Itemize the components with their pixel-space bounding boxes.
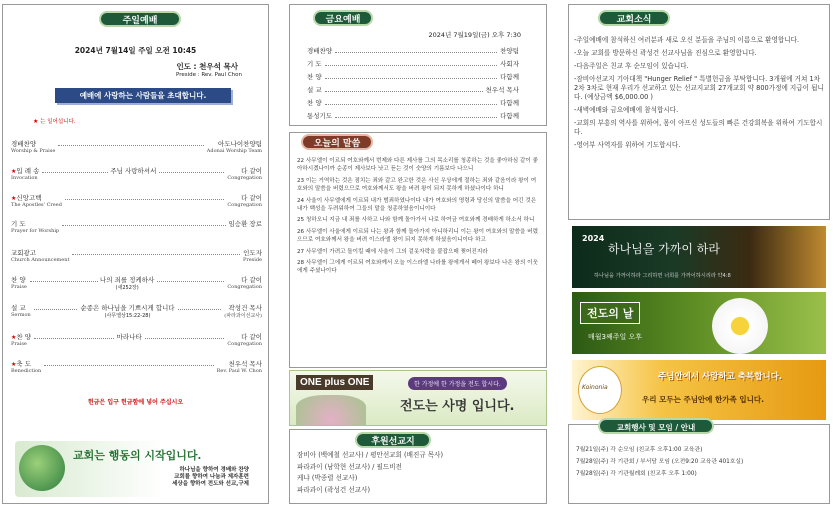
order-item-middle <box>42 166 224 173</box>
order-item-leader-en: Adonai Worship Team <box>206 148 262 154</box>
order-item-leader-en: Congregation <box>227 175 262 181</box>
sunday-worship-column <box>2 4 269 504</box>
friday-item-title: 설 교 <box>307 86 322 94</box>
news-item: -다음주일은 친교 후 순모임이 있습니다. <box>574 62 689 70</box>
event-item: 7월28일(주) 각 기관월례회 (친교후 오후 1:00) <box>576 471 697 477</box>
order-row <box>11 166 262 181</box>
friday-item-leader: 다함께 <box>500 73 519 81</box>
order-item-middle <box>34 303 222 319</box>
order-item-title: 신앙고백 <box>16 194 42 202</box>
order-row <box>11 248 262 263</box>
friday-item-leader: 천우석 목사 <box>485 86 519 94</box>
news-item: -새벽예배와 금요예배에 참석합시다. <box>574 106 679 114</box>
order-item-leader: 다 같이 <box>241 167 262 175</box>
presider: 인도 : 천우석 목사 <box>176 62 238 71</box>
friday-item-leader: 다함께 <box>500 112 519 120</box>
koinonia-line2: 우리 모두는 주님안에 한가족 입니다. <box>642 395 764 404</box>
order-item-title: 축 도 <box>16 360 32 368</box>
verse: 22 사무엘이 이르되 여호와께서 번제와 다른 제사를 그의 목소리를 청종하는 것을 좋아하심 같이 좋아하시겠나이까 순종이 제사보다 낫고 듣는 것이 숫양의 기름보다 나으니 <box>297 158 538 173</box>
order-item-title: 경배찬양 <box>11 140 37 148</box>
friday-worship-header: 금요예배 <box>313 10 373 26</box>
order-item-leader-en: Congregation <box>227 341 262 347</box>
banner-line: 교회를 향하여 나눔과 제자훈련 <box>174 474 249 480</box>
order-item-en: Benediction <box>11 368 42 374</box>
dotted-leader <box>325 98 498 105</box>
friday-item-title: 찬 양 <box>307 99 322 107</box>
banner-line: 세상을 향하여 전도와 선교,구제 <box>172 481 249 487</box>
news-item: -오늘 교회를 방문하신 곽성건 선교사님을 진심으로 환영합니다. <box>574 49 757 57</box>
star-icon: ★ <box>11 361 17 368</box>
friday-item-title: 찬 양 <box>307 73 322 81</box>
order-item-middle <box>62 219 225 226</box>
friday-item-title: 통성기도 <box>307 112 333 120</box>
news-item: -교회의 부흥의 역사를 위하여, 몸이 아프신 성도들의 빠른 건강회복을 위하여 기도합시다. <box>574 119 823 136</box>
draw-near-banner <box>572 226 826 288</box>
mission-item: 파라과이 (남학현 선교사) / 필드비전 <box>297 462 402 471</box>
star-icon: ★ <box>11 168 17 175</box>
news-list <box>574 36 824 154</box>
order-item-leader-en: Preside <box>242 257 262 263</box>
order-item-title: 교회광고 <box>11 249 37 257</box>
order-item-hymn: 주님 사랑하셔서 <box>110 167 157 175</box>
event-item: 7월28일(주) 각 기관회 / 부서담 모임 (오전9:20 교육관 401호실) <box>576 459 744 465</box>
star-icon: ★ <box>11 195 17 202</box>
order-item-middle <box>30 275 225 291</box>
dotted-leader <box>335 46 497 53</box>
scripture-passage <box>297 157 541 279</box>
one-plus-one-banner <box>289 370 547 426</box>
word-header: 오늘의 말씀 <box>301 134 373 150</box>
order-item-leader: 아도나이찬양팀 <box>218 140 262 148</box>
church-news-column <box>568 4 830 504</box>
order-row <box>11 275 262 290</box>
order-item-middle <box>44 359 213 366</box>
order-item-title: 찬 양 <box>11 276 26 284</box>
events-list <box>576 444 743 480</box>
order-row <box>11 193 262 208</box>
news-item: -영어부 사역자를 위하여 기도합시다. <box>574 141 681 149</box>
order-item-en: Sermon <box>11 312 31 318</box>
order-item-middle <box>65 193 224 200</box>
verse: 28 사무엘이 그에게 이르되 여호와께서 오늘 이스라엘 나라를 왕에게서 떼어 왕보다 나은 왕의 이웃에게 주셨나이다 <box>297 260 538 275</box>
friday-row <box>307 111 519 120</box>
order-item-middle <box>34 332 224 339</box>
dotted-leader <box>325 85 483 92</box>
banner-line: 하나님을 향하여 경배와 찬양 <box>179 467 249 473</box>
verse: 23 이는 거역하는 것은 점치는 죄와 같고 완고한 것은 사신 우상에게 절하는 죄와 같음이라 왕이 여호와의 말씀을 버렸으므로 여호와께서도 왕을 버려 왕이 되지 못하게 하셨나이다 하니 <box>297 177 537 193</box>
order-item-en: Praise <box>11 284 27 290</box>
friday-date: 2024년 7월19일(금) 오후 7:30 <box>428 31 521 39</box>
order-item-en: The Apostles' Creed <box>11 202 62 208</box>
offering-note: 헌금은 입구 헌금함에 넣어 주십시오 <box>87 399 184 406</box>
one-plus-one-main: 전도는 사명 입니다. <box>400 399 515 414</box>
sunday-date: 2024년 7월14일 주일 오전 10:45 <box>74 46 197 55</box>
news-item: -주일예배에 참석하신 여러분과 새로 오신 분들을 주님의 이름으로 환영합니다. <box>574 36 800 44</box>
evangelism-day-banner <box>572 292 826 354</box>
order-item-en: Church Announcement <box>11 257 70 263</box>
speech-bubble: 한 가정에 한 가정을 전도 합시다. <box>408 377 507 390</box>
events-header: 교회행사 및 모임 / 안내 <box>598 418 714 434</box>
sunday-worship-header: 주일예배 <box>99 11 181 27</box>
order-item-en: Worship & Praise <box>11 148 56 154</box>
verse: 24 사울이 사무엘에게 이르되 내가 범죄하였나이다 내가 여호와의 명령과 당신의 말씀을 어긴 것은 내가 백성을 두려워하여 그들의 말을 청종하였음이니이다 <box>297 197 537 213</box>
mission-item: 케냐 (박종렬 선교사) <box>297 474 358 482</box>
dotted-leader <box>335 111 497 118</box>
order-row <box>11 219 262 234</box>
mission-item: 잠비아 (백예철 선교사) / 평안선교회 (배진규 목사) <box>297 451 444 459</box>
order-item-leader: 천우석 목사 <box>228 360 262 368</box>
mission-item: 파라과이 (곽성건 선교사) <box>297 485 371 494</box>
order-item-leader: 임승환 장로 <box>228 220 262 228</box>
mission-list <box>297 450 443 496</box>
banner-title: 하나님을 가까이 하라 <box>608 242 720 256</box>
order-item-leader: 다 같이 <box>241 194 262 202</box>
evangelism-title: 전도의 날 <box>580 302 640 324</box>
friday-item-leader: 다함께 <box>500 99 519 107</box>
friday-row <box>307 46 519 55</box>
dotted-leader <box>325 72 498 79</box>
banner-year: 2024 <box>582 234 605 243</box>
order-item-hymn: 나의 죄를 정케하사 <box>99 276 155 284</box>
stand-note: ★ 는 일어섭니다. <box>33 118 76 125</box>
presider-en: Preside : Rev. Paul Chon <box>175 72 242 78</box>
order-item-hymn: 마라나타 <box>116 333 142 341</box>
order-item-title: 입 례 송 <box>16 167 40 175</box>
friday-row <box>307 72 519 81</box>
koinonia-line1: 주님안에서 사랑하고 축복합니다. <box>658 372 783 382</box>
friday-item-leader: 찬양팀 <box>500 47 519 55</box>
order-item-middle <box>72 248 239 255</box>
friday-row <box>307 98 519 107</box>
order-item-leader: 곽성건 목사 <box>228 304 262 312</box>
order-item-leader-en: Congregation <box>227 202 262 208</box>
star-icon: ★ <box>33 118 39 125</box>
star-icon: ★ <box>11 334 17 341</box>
friday-row <box>307 85 519 94</box>
verse: 25 청하오니 지금 내 죄를 사하고 나와 함께 돌아가서 나로 하여금 여호와께 경배하게 하소서 하니 <box>297 217 535 224</box>
koinonia-brand: Koinonia <box>582 384 608 391</box>
friday-item-title: 기 도 <box>307 60 322 68</box>
order-item-en: Invocation <box>11 175 38 181</box>
order-item-en: Praise <box>11 341 27 347</box>
flowers-icon <box>296 395 366 425</box>
daisy-icon <box>712 298 768 354</box>
news-item: -잠비아선교지 기아대책 "Hunger Relief " 특별헌금을 부탁합니다. 3개월에 거쳐 1차 2차 3차로 현재 우리가 선교하고 있는 선교지교회 27개교회 약 800가정에 지급이 됩니다. (예상금액 $6,000.00 ) <box>574 75 824 101</box>
news-header: 교회소식 <box>598 10 670 26</box>
order-item-ref: (새252장) <box>115 285 139 291</box>
verse: 27 사무엘이 가려고 돌이킬 때에 사울이 그의 겉옷자락을 붙잡으매 찢어진지라 <box>297 248 488 255</box>
order-item-hymn: 순종은 하나님을 기쁘시게 합니다 <box>80 304 175 312</box>
dotted-leader <box>325 59 498 66</box>
order-item-leader-en: (파라과이선교사) <box>224 313 262 319</box>
order-item-title: 설 교 <box>11 304 26 312</box>
order-item-en: Prayer for Worship <box>11 228 60 234</box>
order-item-title: 기 도 <box>11 220 26 228</box>
friday-worship-column <box>289 4 547 504</box>
order-row <box>11 359 262 374</box>
event-item: 7월21일(주) 각 순모임 (친교후 오후1:00 교육관) <box>576 447 703 453</box>
welcome-banner: 예배에 사랑하는 사람들을 초대합니다. <box>55 88 231 103</box>
order-row <box>11 303 262 319</box>
globe-icon <box>19 445 65 491</box>
banner-sub: 하나님을 가까이하라 그리하면 너희를 가까이하시리라 약4:8 <box>594 273 731 279</box>
order-row <box>11 332 262 347</box>
bottom-banner <box>15 441 261 497</box>
order-item-leader: 다 같이 <box>241 276 262 284</box>
order-item-ref: (사무엘상15:22-28) <box>104 313 151 319</box>
friday-item-title: 경배찬양 <box>307 47 333 55</box>
order-row <box>11 139 262 154</box>
verse: 26 사무엘이 사울에게 이르되 나는 왕과 함께 돌아가지 아니하리니 이는 왕이 여호와의 말씀을 버렸으므로 여호와께서 왕을 버려 이스라엘 왕이 되지 못하게 하셨음이니이다 하고 <box>297 228 538 244</box>
koinonia-banner <box>572 360 826 420</box>
friday-row <box>307 59 519 68</box>
one-plus-one-logo: ONE plus ONE <box>296 375 373 390</box>
friday-item-leader: 사회자 <box>500 60 519 68</box>
evangelism-sub: 매월3째주일 오후 <box>588 333 643 341</box>
order-item-middle <box>58 139 204 146</box>
order-item-title: 찬 양 <box>16 333 32 341</box>
mission-header: 후원선교지 <box>355 432 431 448</box>
order-item-leader-en: Congregation <box>227 284 262 290</box>
order-item-leader: 다 같이 <box>241 333 262 341</box>
order-item-leader: 인도자 <box>243 249 262 257</box>
order-item-leader-en: Rev. Paul W. Chon <box>216 368 262 374</box>
bottom-banner-title: 교회는 행동의 시작입니다. <box>73 449 202 462</box>
